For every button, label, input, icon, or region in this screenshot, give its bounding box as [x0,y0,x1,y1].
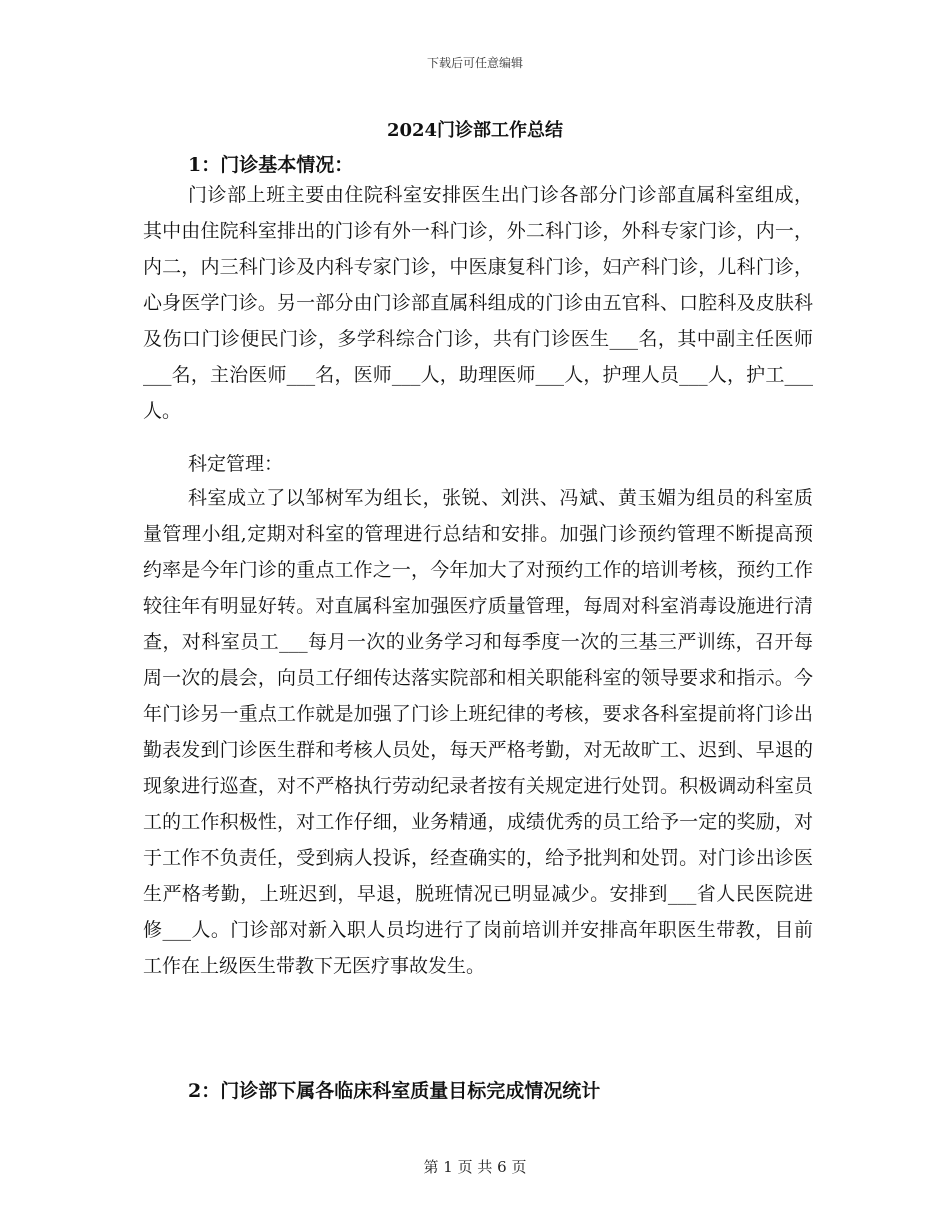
subsection-label-management: 科定管理： [188,453,284,475]
paragraph-basic-situation: 门诊部上班主要由住院科室安排医生出门诊各部分门诊部直属科室组成，其中由住院科室排出的门诊有外一科门诊，外二科门诊，外科专家门诊，内一，内二，内三科门诊及内科专家门诊，中医康复科门诊，妇产科门诊，儿科门诊，心身医学门诊。另一部分由门诊部直属科组成的门诊由五官科、口腔科及皮肤科及伤口门诊便民门诊，多学科综合门诊，共有门诊医生___名，其中副主任医师___名，主治医师___名，医师___人，助理医师___人，护理人员___人，护工___人。 [143,184,813,422]
paragraph-management: 科室成立了以邹树军为组长，张锐、刘洪、冯斌、黄玉媚为组员的科室质量管理小组,定期对科室的管理进行总结和安排。加强门诊预约管理不断提高预约率是今年门诊的重点工作之一，今年加大了对预约工作的培训考核，预约工作较往年有明显好转。对直属科室加强医疗质量管理，每周对科室消毒设施进行清查，对科室员工___每月一次的业务学习和每季度一次的三基三严训练，召开每周一次的晨会，向员工仔细传达落实院部和相关职能科室的领导要求和指示。今年门诊另一重点工作就是加强了门诊上班纪律的考核，要求各科室提前将门诊出勤表发到门诊医生群和考核人员处，每天严格考勤，对无故旷工、迟到、早退的现象进行巡查，对不严格执行劳动纪录者按有关规定进行处罚。积极调动科室员工的工作积极性，对工作仔细，业务精通，成绩优秀的员工给予一定的奖励，对于工作不负责任，受到病人投诉，经查确实的，给予批判和处罚。对门诊出诊医生严格考勤，上班迟到，早退，脱班情况已明显减少。安排到___省人民医院进修___人。门诊部对新入职人员均进行了岗前培训并安排高年职医生带教，目前工作在上级医生带教下无医疗事故发生。 [143,487,813,977]
page-number-footer: 第 1 页 共 6 页 [423,1158,527,1176]
header-note: 下载后可任意编辑 [426,56,523,70]
section-heading-basic-situation: 1：门诊基本情况： [188,154,354,176]
section-heading-quality-targets: 2：门诊部下属各临床科室质量目标完成情况统计 [188,1080,601,1102]
document-title: 2024门诊部工作总结 [386,120,564,141]
